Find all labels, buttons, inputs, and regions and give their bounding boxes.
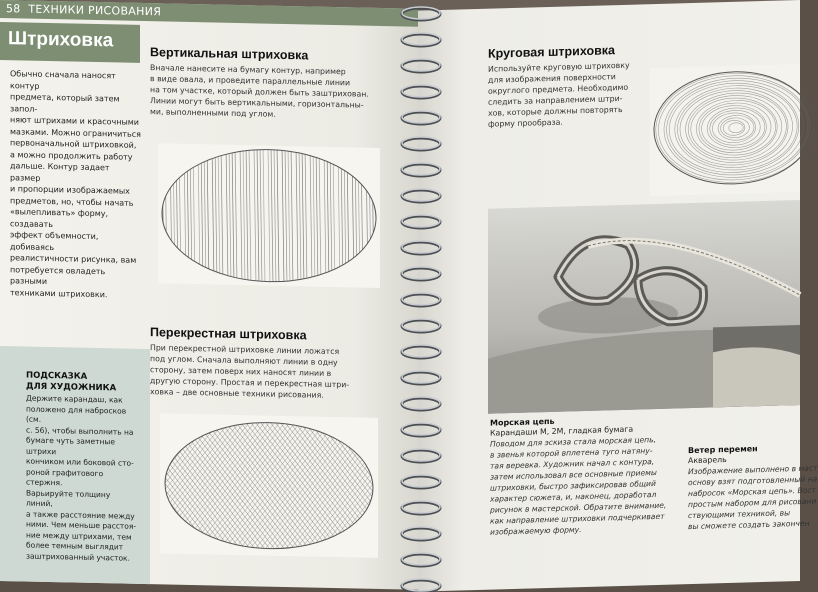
intro-line: техниками штриховки.	[10, 287, 108, 299]
text-line: ствующими техникой, вы	[688, 508, 791, 521]
spiral-coil	[402, 502, 440, 514]
spiral-coil	[402, 320, 440, 332]
cross-section	[150, 325, 385, 402]
text-line: ними. Чем меньше расстоя-	[26, 519, 137, 531]
text-line: Вначале нанесите на бумагу контур, например	[150, 63, 346, 77]
intro-line: Обычно сначала наносят контур	[10, 69, 116, 91]
text-line: заштрихованный участок.	[26, 551, 130, 563]
intro-line: «вылепливать» форму, создавать	[10, 207, 109, 229]
spiral-coil	[402, 528, 440, 540]
right-page	[418, 0, 818, 592]
text-line: с. 56), чтобы выполнить на	[26, 425, 134, 437]
text-line: Линии могут быть вертикальными, горизонтальны-	[150, 96, 364, 110]
chain-caption	[490, 413, 700, 538]
chain-caption-subtitle: Карандаши М, 2М, гладкая бумага	[490, 424, 634, 438]
tip-title	[26, 371, 136, 395]
intro-line: эффект объемности, добиваясь	[10, 230, 99, 252]
spiral-coil	[402, 450, 440, 462]
tip-title-line: ДЛЯ ХУДОЖНИКА	[26, 381, 117, 394]
spiral-coil	[402, 138, 440, 150]
text-line: под углом. Сначала выполняют линии в одну	[150, 354, 338, 368]
tip-title-line: ПОДСКАЗКА	[26, 370, 88, 382]
intro-line: предметов, но, чтобы начать	[10, 195, 134, 208]
spiral-coil	[402, 60, 440, 72]
text-line: ховка – две основные техники рисования.	[150, 387, 324, 400]
wind-caption-title: Ветер перемен	[688, 444, 758, 456]
intro-text	[10, 68, 142, 301]
text-line: в виде овала, и проведите параллельные линии	[150, 74, 351, 88]
text-line: основу взят подготовленный на	[688, 474, 818, 488]
chain-caption-text	[490, 433, 700, 538]
text-line: Поводом для эскиза стала морская цепь,	[490, 435, 657, 449]
spiral-coil	[402, 190, 440, 202]
text-line: ми, выполненными под углом.	[150, 107, 276, 119]
spiral-coil	[402, 216, 440, 228]
text-line: для изображения поверхности	[488, 72, 616, 85]
spiral-coil	[402, 242, 440, 254]
text-line: кончиком или боковой сто-	[26, 456, 134, 468]
text-line: как направление штриховки подчеркивает	[490, 511, 665, 526]
wind-caption-text	[688, 463, 818, 532]
text-line: положено для набросков (см.	[26, 404, 127, 424]
spiral-coil	[402, 294, 440, 306]
section-name: ТЕХНИКИ РИСОВАНИЯ	[28, 2, 162, 19]
text-line: тая веревка. Художник начал с контура,	[490, 457, 655, 471]
intro-line: потребуется овладеть разными	[10, 264, 106, 286]
wind-caption	[688, 443, 818, 532]
intro-line: и пропорции изображаемых	[10, 184, 130, 196]
spiral-coil	[402, 346, 440, 358]
spiral-coil	[402, 8, 440, 20]
page-number: 58	[6, 2, 21, 16]
text-line: затем использовал все основные приемы	[490, 467, 657, 482]
text-line: изображаемую форму.	[490, 525, 582, 537]
text-line: ние между штрихами, тем	[26, 530, 132, 542]
spiral-coil	[402, 268, 440, 280]
vertical-text	[150, 62, 385, 122]
spiral-binding	[398, 0, 444, 581]
text-line: форму прообраза.	[488, 117, 563, 129]
spiral-coil	[402, 86, 440, 98]
text-line: Изображение выполнено в маст	[688, 463, 818, 477]
text-line: характер сюжета, и, наконец, доработал	[490, 490, 657, 504]
page-title: Штриховка	[8, 28, 114, 52]
intro-line: дальше. Контур задает размер	[10, 161, 110, 183]
text-line: набросок «Морская цепь». Вост	[688, 485, 816, 499]
text-line: более темным выглядит	[26, 540, 124, 552]
cross-hatch-sketch	[160, 413, 378, 558]
intro-line: а можно продолжить работу	[10, 149, 133, 162]
text-line: Варьируйте толщину линий,	[26, 488, 111, 509]
spiral-coil	[402, 424, 440, 436]
sea-chain-drawing	[488, 200, 800, 414]
intro-line: реалистичности рисунка, вам	[10, 253, 137, 265]
vertical-hatch-sketch	[158, 143, 380, 288]
text-line: простым набором для рисовани	[688, 496, 817, 510]
text-line: бумаге чуть заметные штрихи	[26, 435, 115, 456]
text-line: следить за направлением штри-	[488, 93, 623, 107]
intro-line: мазками. Можно ограничиться	[10, 126, 141, 139]
text-line: штриховки, быстро зафиксировав общий	[490, 479, 656, 493]
text-line: на том участке, который должен быть заштрихован.	[150, 85, 369, 99]
text-line: округлого предмета. Необходимо	[488, 82, 629, 96]
chain-caption-title: Морская цепь	[490, 416, 555, 428]
text-line: рисунок в мастерской. Обратите внимание,	[490, 500, 667, 515]
spiral-coil	[402, 554, 440, 566]
text-line: роной графитового стержня.	[26, 467, 104, 488]
intro-line: первоначальной штриховкой,	[10, 138, 137, 150]
spiral-coil	[402, 476, 440, 488]
text-line: а также расстояние между	[26, 509, 135, 521]
vertical-title: Вертикальная штриховка	[150, 45, 309, 63]
wind-caption-subtitle: Акварель	[688, 455, 727, 466]
cross-text	[150, 342, 385, 402]
text-line: сторону, затем поверх них наносят линии в	[150, 365, 332, 378]
text-line: вы сможете создать закончен	[688, 518, 810, 532]
spiral-coil	[402, 372, 440, 384]
cross-title: Перекрестная штриховка	[150, 325, 307, 343]
text-line: Держите карандаш, как	[26, 393, 123, 405]
vertical-section	[150, 45, 385, 122]
text-line: в звенья которой вплетена туго натяну-	[490, 446, 653, 460]
spiral-coil	[402, 164, 440, 176]
spiral-coil	[402, 398, 440, 410]
intro-line: предмета, который затем запол-	[10, 92, 120, 114]
circular-title: Круговая штриховка	[488, 43, 615, 61]
text-line: Используйте круговую штриховку	[488, 60, 630, 74]
spiral-coil	[402, 34, 440, 46]
tip-text	[26, 394, 138, 564]
text-line: хов, которые должны повторять	[488, 104, 623, 118]
circular-hatch-sketch	[650, 64, 800, 196]
intro-line: няют штрихами и красочными	[10, 115, 140, 127]
text-line: При перекрестной штриховке линии ложатся	[150, 343, 340, 357]
text-line: другую сторону. Простая и перекрестная штри-	[150, 376, 350, 390]
spiral-coil	[402, 112, 440, 124]
